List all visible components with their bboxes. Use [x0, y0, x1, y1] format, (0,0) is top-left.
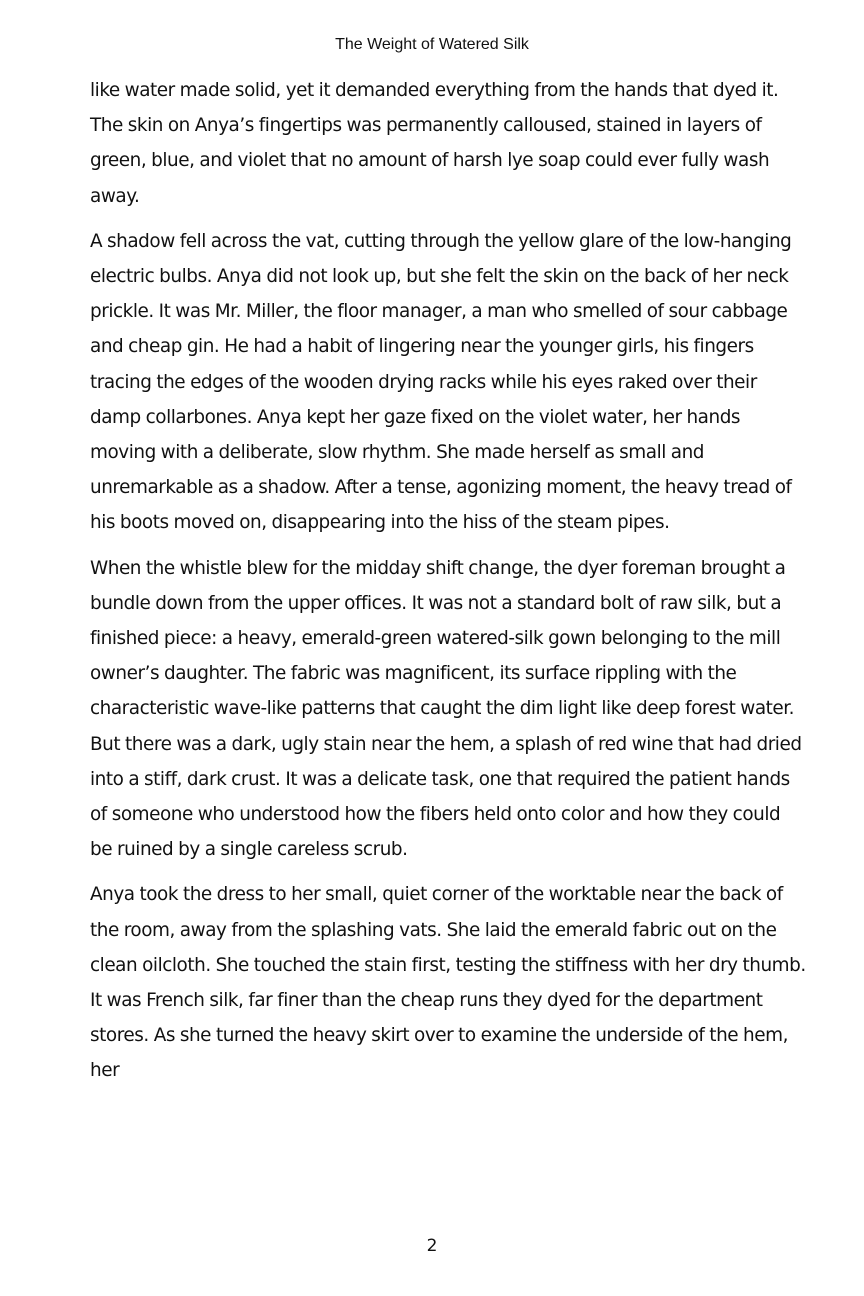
page-number: 2 [426, 1236, 438, 1256]
running-header-title: The Weight of Watered Silk [335, 36, 529, 53]
body-text [90, 73, 806, 1099]
paragraph: like water made solid, yet it demanded everything from the hands that dyed it. The skin on Anya’s fingertips was permanently calloused, stained in layers of green, blue, and violet that no amount of harsh lye soap could ever fully wash away. [90, 80, 779, 207]
paragraph: A shadow fell across the vat, cutting through the yellow glare of the low-hanging electric bulbs. Anya did not look up, but she felt the skin on the back of her neck prickle. It was Mr. Miller, the floor manager, a man who smelled of sour cabbage and cheap gin. He had a habit of lingering near the younger girls, his fingers tracing the edges of the wooden drying racks while his eyes raked over their damp collarbones. Anya kept her gaze fixed on the violet water, her hands moving with a deliberate, slow rhythm. She made herself as small and unremarkable as a shadow. After a tense, agonizing moment, the heavy tread of his boots moved on, disappearing into the hiss of the steam pipes. [90, 230, 792, 534]
paragraph: When the whistle blew for the midday shift change, the dyer foreman brought a bundle down from the upper offices. It was not a standard bolt of raw silk, but a finished piece: a heavy, emerald-green watered-silk gown belonging to the mill owner’s daughter. The fabric was magnificent, its surface rippling with the characteristic wave-like patterns that caught the dim light like deep forest water. But there was a dark, ugly stain near the hem, a splash of red wine that had dried into a stiff, dark crust. It was a delicate task, one that required the patient hands of someone who understood how the fibers held onto color and how they could be ruined by a single careless scrub. [90, 557, 802, 861]
paragraph: Anya took the dress to her small, quiet corner of the worktable near the back of the room, away from the splashing vats. She laid the emerald fabric out on the clean oilcloth. She touched the stain first, testing the stiffness with her dry thumb. It was French silk, far finer than the cheap runs they dyed for the department stores. As she turned the heavy skirt over to examine the underside of the hem, her [90, 884, 806, 1082]
